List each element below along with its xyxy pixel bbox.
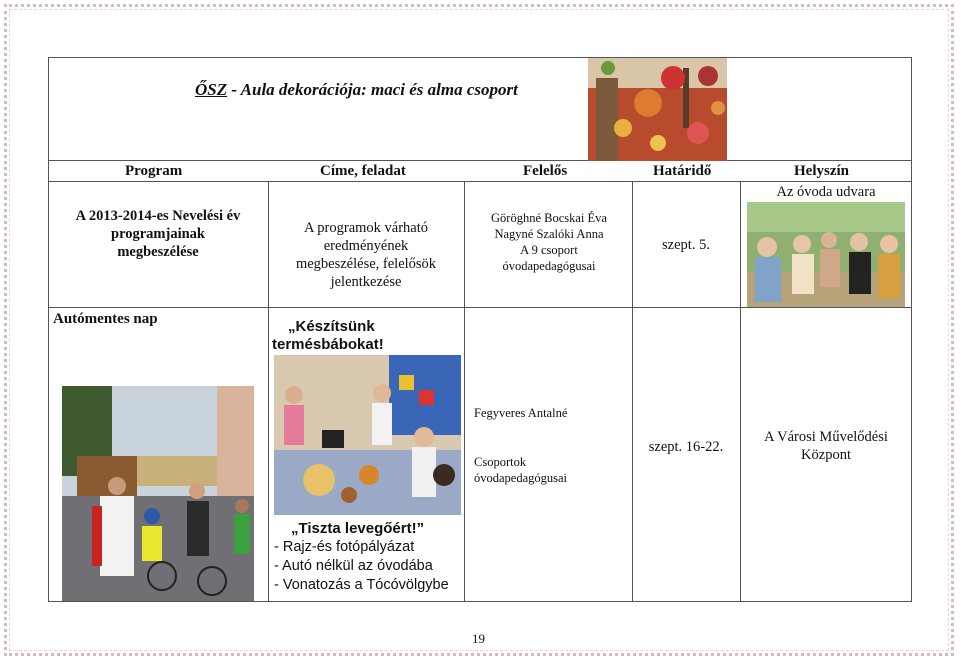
page-number: 19 xyxy=(472,631,485,646)
header-program: Program xyxy=(125,163,183,179)
row1-program xyxy=(52,207,264,261)
row1-task-line: eredményének xyxy=(323,238,409,254)
crafts-children-photo xyxy=(274,355,461,515)
header-bottom-line xyxy=(48,181,912,182)
row2-responsible2 xyxy=(474,454,567,486)
row2-location xyxy=(744,428,908,464)
row2-task-title2: „Tiszta levegőért!” xyxy=(291,520,425,537)
row2-task-title1-second xyxy=(272,336,384,354)
row1-responsible-line: A 9 csoport xyxy=(520,243,578,257)
row2-task-title1 xyxy=(288,318,375,336)
row-divider-line xyxy=(48,307,912,308)
row2-location-line: Központ xyxy=(801,447,851,463)
header-title-task: Címe, feladat xyxy=(320,163,406,179)
col-line-1 xyxy=(268,181,269,602)
table-left-line xyxy=(48,57,49,602)
row2-responsible2-line: óvodapedagógusai xyxy=(474,471,568,485)
row1-task-line: A programok várható xyxy=(303,220,429,236)
row1-task xyxy=(272,219,460,291)
row1-task-line: jelentkezése xyxy=(330,274,402,290)
car-free-day-photo xyxy=(62,386,254,601)
col-line-3 xyxy=(632,181,633,602)
table-right-line xyxy=(911,57,912,602)
row2-deadline: szept. 16-22. xyxy=(648,439,724,455)
header-location: Helyszín xyxy=(794,163,849,179)
row1-task-line: megbeszélése, felelősök xyxy=(295,256,437,272)
autumn-decoration-photo xyxy=(588,58,727,161)
header-top-line xyxy=(48,160,912,161)
row1-program-line: megbeszélése xyxy=(117,244,199,260)
row1-program-line: programjainak xyxy=(111,226,205,242)
col-line-4 xyxy=(740,181,741,602)
row2-task-title1-line: termésbábokat! xyxy=(272,336,384,353)
row1-responsible-line: óvodapedagógusai xyxy=(502,259,596,273)
row1-deadline: szept. 5. xyxy=(662,237,710,253)
row2-responsible1: Fegyveres Antalné xyxy=(474,406,568,420)
table-bottom-line xyxy=(48,601,912,602)
kindergarten-courtyard-photo xyxy=(747,202,905,307)
table-top-line xyxy=(48,57,912,58)
header-deadline: Határidő xyxy=(653,163,712,179)
col-line-2 xyxy=(464,181,465,602)
task-item: - Autó nélkül az óvodába xyxy=(274,558,433,574)
row1-responsible-line: Nagyné Szalóki Anna xyxy=(494,227,604,241)
title-rest: - Aula dekorációja: maci és alma csoport xyxy=(227,80,518,99)
row2-task-items xyxy=(274,538,449,595)
row2-task-title1-line: „Készítsünk xyxy=(288,318,375,335)
row1-responsible xyxy=(468,210,630,274)
row2-responsible2-line: Csoportok xyxy=(474,455,527,469)
row1-responsible-line: Göröghné Bocskai Éva xyxy=(491,211,607,225)
task-item: - Rajz-és fotópályázat xyxy=(274,539,415,555)
row2-program: Autómentes nap xyxy=(53,311,158,327)
row1-location: Az óvoda udvara xyxy=(776,184,876,200)
row2-location-line: A Városi Művelődési xyxy=(764,429,888,445)
title-prefix: ŐSZ xyxy=(195,80,228,99)
task-item: - Vonatozás a Tócóvölgybe xyxy=(274,577,449,593)
page-title xyxy=(195,80,518,100)
header-responsible: Felelős xyxy=(523,163,568,179)
row1-program-line: A 2013-2014-es Nevelési év xyxy=(75,208,241,224)
